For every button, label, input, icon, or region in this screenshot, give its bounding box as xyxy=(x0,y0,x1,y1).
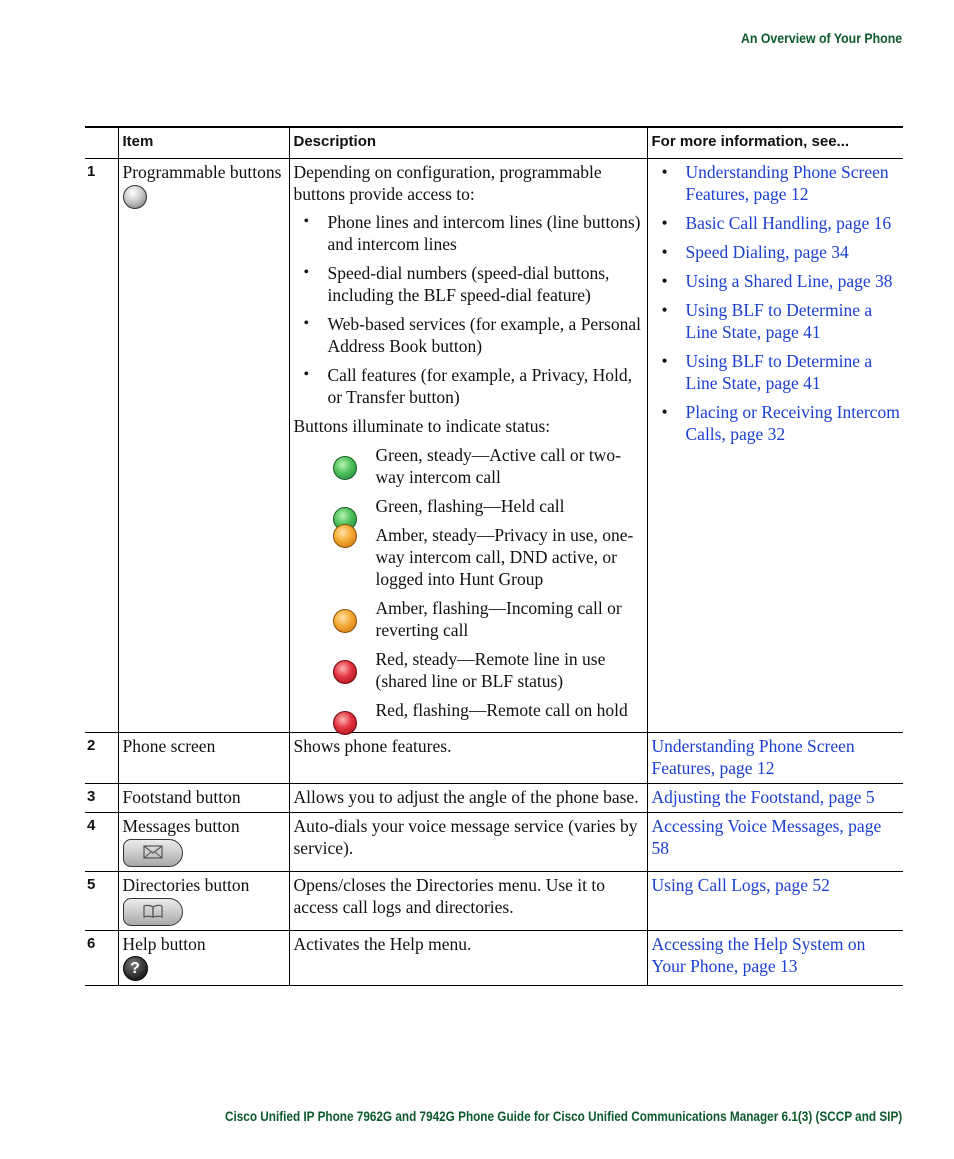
page-footer: Cisco Unified IP Phone 7962G and 7942G Phone Guide for Cisco Unified Communications Manager 6.1(3) (SCCP and SIP) xyxy=(224,1108,902,1124)
amber-led-icon xyxy=(333,524,357,548)
link-shared-line[interactable]: Using a Shared Line, page 38 xyxy=(685,271,893,291)
header-number xyxy=(85,127,118,159)
item-cell xyxy=(118,159,289,733)
table-header-row xyxy=(85,127,903,159)
table-row xyxy=(85,813,903,872)
status-text: Green, steady—Active call or two-way intercom call xyxy=(375,445,621,487)
link-speed-dialing[interactable]: Speed Dialing, page 34 xyxy=(685,242,849,262)
row-number: 5 xyxy=(85,872,118,931)
status-item xyxy=(294,444,643,488)
feature-list xyxy=(294,211,643,408)
row-number: 2 xyxy=(85,733,118,784)
link-blf-line-state[interactable]: Using BLF to Determine a Line State, page 41 xyxy=(685,351,873,393)
item-cell xyxy=(118,931,289,986)
item-cell xyxy=(118,813,289,872)
row-number: 3 xyxy=(85,784,118,813)
status-text: Red, steady—Remote line in use (shared line or BLF status) xyxy=(375,649,606,691)
more-info-cell xyxy=(647,733,903,784)
description-cell: Auto-dials your voice message service (varies by service). xyxy=(289,813,647,872)
item-label: Help button xyxy=(122,934,206,954)
row-number: 6 xyxy=(85,931,118,986)
link-adjusting-footstand[interactable]: Adjusting the Footstand, page 5 xyxy=(651,787,875,807)
book-icon xyxy=(143,904,163,918)
red-led-icon xyxy=(333,711,357,735)
item-label: Directories button xyxy=(122,875,250,895)
list-item: • Phone lines and intercom lines (line buttons) and intercom lines xyxy=(294,211,643,255)
table-row xyxy=(85,931,903,986)
status-text: Amber, flashing—Incoming call or reverting call xyxy=(375,598,622,640)
table-row xyxy=(85,784,903,813)
status-item xyxy=(294,524,643,590)
programmable-button-icon xyxy=(123,185,147,209)
item-label: Phone screen xyxy=(118,733,289,784)
envelope-icon xyxy=(143,845,163,859)
description-cell: Shows phone features. xyxy=(289,733,647,784)
item-label: Messages button xyxy=(122,816,240,836)
list-item: • Speed-dial numbers (speed-dial buttons, including the BLF speed-dial feature) xyxy=(294,262,643,306)
item-label: Programmable buttons xyxy=(122,162,282,182)
directories-button-image xyxy=(123,898,183,926)
description-cell xyxy=(289,159,647,733)
phone-overview-table xyxy=(85,126,903,986)
description-intro: Depending on configuration, programmable buttons provide access to: xyxy=(293,162,602,204)
page-header: An Overview of Your Phone xyxy=(740,30,902,46)
link-list xyxy=(652,161,904,445)
more-info-cell xyxy=(647,159,903,733)
link-call-logs[interactable]: Using Call Logs, page 52 xyxy=(651,875,830,895)
link-basic-call-handling[interactable]: Basic Call Handling, page 16 xyxy=(685,213,892,233)
row-number: 1 xyxy=(85,159,118,733)
status-intro: Buttons illuminate to indicate status: xyxy=(293,416,551,436)
messages-button-image xyxy=(123,839,183,867)
description-cell: Opens/closes the Directories menu. Use it to access call logs and directories. xyxy=(289,872,647,931)
list-item: • Web-based services (for example, a Personal Address Book button) xyxy=(294,313,643,357)
link-understanding-phone-screen[interactable]: Understanding Phone Screen Features, page 12 xyxy=(651,736,855,778)
list-item: • Call features (for example, a Privacy, Hold, or Transfer button) xyxy=(294,364,643,408)
description-cell: Allows you to adjust the angle of the phone base. xyxy=(289,784,647,813)
more-info-cell xyxy=(647,813,903,872)
link-understanding-phone-screen[interactable]: Understanding Phone Screen Features, page 12 xyxy=(685,162,889,204)
more-info-cell xyxy=(647,931,903,986)
status-item xyxy=(294,699,643,721)
help-icon: ? xyxy=(123,956,148,981)
status-item xyxy=(294,648,643,692)
link-intercom-calls[interactable]: Placing or Receiving Intercom Calls, page 32 xyxy=(685,402,900,444)
table-row xyxy=(85,159,903,733)
status-item xyxy=(294,495,643,517)
status-item xyxy=(294,597,643,641)
more-info-cell xyxy=(647,872,903,931)
green-led-icon xyxy=(333,456,357,480)
item-label: Footstand button xyxy=(118,784,289,813)
status-list xyxy=(294,444,643,721)
header-more-info: For more information, see... xyxy=(647,127,903,159)
description-cell: Activates the Help menu. xyxy=(289,931,647,986)
link-blf-line-state[interactable]: Using BLF to Determine a Line State, page 41 xyxy=(685,300,873,342)
status-text: Green, flashing—Held call xyxy=(375,496,565,516)
status-text: Red, flashing—Remote call on hold xyxy=(375,700,628,720)
table-row xyxy=(85,872,903,931)
link-voice-messages[interactable]: Accessing Voice Messages, page 58 xyxy=(651,816,882,858)
row-number: 4 xyxy=(85,813,118,872)
item-cell xyxy=(118,872,289,931)
header-item: Item xyxy=(118,127,289,159)
red-led-icon xyxy=(333,660,357,684)
more-info-cell xyxy=(647,784,903,813)
header-description: Description xyxy=(289,127,647,159)
table-row xyxy=(85,733,903,784)
status-text: Amber, steady—Privacy in use, one-way intercom call, DND active, or logged into Hunt Group xyxy=(375,525,634,589)
amber-led-icon xyxy=(333,609,357,633)
link-help-system[interactable]: Accessing the Help System on Your Phone, page 13 xyxy=(651,934,866,976)
